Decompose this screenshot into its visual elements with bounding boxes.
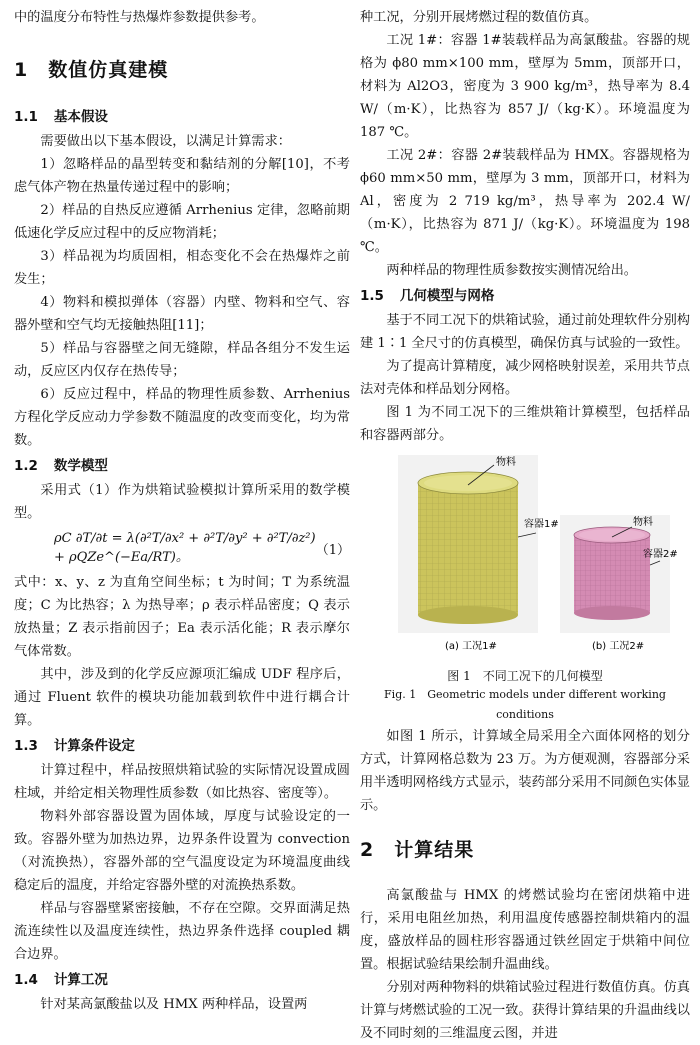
section-number: 2 xyxy=(360,839,375,861)
container-label-a: 容器1# xyxy=(524,519,559,530)
equation-formula: ρC ∂T/∂t = λ(∂²T/∂x² + ∂²T/∂y² + ∂²T/∂z²) + ρQZe^(−Ea/RT)。 xyxy=(54,531,316,565)
subsection-title: 数学模型 xyxy=(53,458,108,474)
cylinder-container-2 xyxy=(574,527,650,620)
subsection-1-3-heading xyxy=(14,735,350,757)
intro-tail: 中的温度分布特性与热爆炸参数提供参考。 xyxy=(14,10,265,25)
paragraph: 高氯酸盐与 HMX 的烤燃试验均在密闭烘箱中进行，采用电阻丝加热，利用温度传感器控制烘箱内的温度，盛放样品的圆柱形容器通过铁丝固定于烘箱中间位置。根据试验结果绘制升温曲线。 xyxy=(360,888,690,972)
subcaption-b: (b) 工况2# xyxy=(592,641,645,652)
paragraph: 为了提高计算精度，减少网格映射误差，采用共节点法对壳体和样品划分网格。 xyxy=(360,359,690,397)
section-1-heading xyxy=(14,55,350,82)
assumption-item: 2）样品的自热反应遵循 Arrhenius 定律，忽略前期低速化学反应过程中的反应物消耗； xyxy=(14,203,350,241)
subsection-number: 1.1 xyxy=(14,109,38,125)
equation-1 xyxy=(14,527,350,569)
paragraph: 基于不同工况下的烘箱试验，通过前处理软件分别构建 1∶1 全尺寸的仿真模型，确保仿真与试验的一致性。 xyxy=(360,313,690,351)
paragraph: 物料外部容器设置为固体域，厚度与试验设定的一致。容器外壁为加热边界，边界条件设置为 convection（对流换热），容器外部的空气温度设定为环境温度曲线稳定后的温度，并给定容器外壁的对流换热系数。 xyxy=(14,809,350,893)
figure-caption-cn: 图 1 不同工况下的几何模型 xyxy=(447,669,603,683)
assumption-item: 3）样品视为均质固相，相态变化不会在热爆炸之前发生； xyxy=(14,249,350,287)
container-label-b: 容器2# xyxy=(643,549,678,560)
right-column xyxy=(360,6,690,1045)
section-2-heading xyxy=(360,835,690,862)
subsection-1-4-heading xyxy=(14,969,350,991)
paragraph: 工况 1#：容器 1#装载样品为高氯酸盐。容器的规格为 ϕ80 mm×100 mm，壁厚为 5mm，顶部开口，材料为 Al2O3，密度为 3 900 kg/m³，热导率为 8.4 W/（m·K），比热容为 857 J/（kg·K）。环境温度为 187 ℃。 xyxy=(360,33,690,140)
left-column xyxy=(14,6,350,1045)
equation-number: （1） xyxy=(315,542,350,558)
subsection-title: 计算条件设定 xyxy=(53,738,135,754)
assumption-item: 1）忽略样品的晶型转变和黏结剂的分解[10]，不考虑气体产物在热量传递过程中的影响； xyxy=(14,157,350,195)
paragraph: 样品与容器壁紧密接触，不存在空隙。交界面满足热流连续性以及温度连续性，热边界条件选择 coupled 耦合边界。 xyxy=(14,901,350,962)
material-label-a: 物料 xyxy=(496,457,516,468)
subsection-1-5-heading xyxy=(360,285,690,307)
subcaption-a: (a) 工况1# xyxy=(445,641,497,652)
paragraph: 种工况，分别开展烤燃过程的数值仿真。 xyxy=(360,10,598,25)
figure-1 xyxy=(360,455,690,725)
paragraph: 如图 1 所示，计算域全局采用全六面体网格的划分方式，计算网格总数为 23 万。为方便观测，容器部分采用半透明网格线方式显示，装药部分采用不同颜色实体显示。 xyxy=(360,729,690,813)
section-title: 数值仿真建模 xyxy=(48,59,169,81)
paragraph: 计算过程中，样品按照烘箱试验的实际情况设置成圆柱域，并给定相关物理性质参数（如比热容、密度等）。 xyxy=(14,763,350,801)
subsection-number: 1.5 xyxy=(360,288,384,304)
subsection-title: 基本假设 xyxy=(53,109,108,125)
paragraph: 分别对两种物料的烘箱试验过程进行数值仿真。仿真计算与烤燃试验的工况一致。获得计算结果的升温曲线以及不同时刻的三维温度云图，并进 xyxy=(360,980,690,1041)
subsection-1-2-heading xyxy=(14,455,350,477)
paragraph: 图 1 为不同工况下的三维烘箱计算模型，包括样品和容器两部分。 xyxy=(360,405,690,443)
subsection-title: 几何模型与网格 xyxy=(399,288,495,304)
subsection-title: 计算工况 xyxy=(53,972,108,988)
paragraph: 其中，涉及到的化学反应源项汇编成 UDF 程序后，通过 Fluent 软件的模块功能加载到软件中进行耦合计算。 xyxy=(14,667,350,728)
subsection-number: 1.2 xyxy=(14,458,38,474)
assumption-item: 4）物料和模拟弹体（容器）内壁、物料和空气、容器外壁和空气均无接触热阻[11]； xyxy=(14,295,350,333)
section-number: 1 xyxy=(14,59,29,81)
subsection-1-1-heading xyxy=(14,106,350,128)
assumption-item: 6）反应过程中，样品的物理性质参数、Arrhenius 方程化学反应动力学参数不随温度的改变而变化，均为常数。 xyxy=(14,387,350,448)
paragraph: 需要做出以下基本假设，以满足计算需求： xyxy=(40,134,291,149)
paragraph: 针对某高氯酸盐以及 HMX 两种样品，设置两 xyxy=(40,997,308,1012)
paragraph: 采用式（1）作为烘箱试验模拟计算所采用的数学模型。 xyxy=(14,483,350,521)
paragraph: 式中：x、y、z 为直角空间坐标；t 为时间；T 为系统温度；C 为比热容；λ 为热导率；ρ 表示样品密度；Q 表示放热量；Z 表示指前因子；Ea 表示活化能；R 表示摩尔气体常数。 xyxy=(14,575,350,659)
cylinder-container-1 xyxy=(418,472,518,624)
paragraph: 工况 2#：容器 2#装载样品为 HMX。容器规格为 ϕ60 mm×50 mm，壁厚为 3 mm，顶部开口，材料为 Al，密度为 2 719 kg/m³，热导率为 202.4 W/（m·K），比热容为 871 J/（kg·K）。环境温度为 198 ℃。 xyxy=(360,148,690,255)
figure-caption-en: Fig. 1 Geometric models under different working conditions xyxy=(384,688,666,721)
subsection-number: 1.3 xyxy=(14,738,38,754)
geometry-models-image xyxy=(360,455,690,665)
subsection-number: 1.4 xyxy=(14,972,38,988)
paragraph: 两种样品的物理性质参数按实测情况给出。 xyxy=(386,263,637,278)
assumption-item: 5）样品与容器壁之间无缝隙，样品各组分不发生运动，反应区内仅存在热传导； xyxy=(14,341,350,379)
material-label-b: 物料 xyxy=(633,517,653,528)
two-column-layout xyxy=(14,6,690,1045)
section-title: 计算结果 xyxy=(394,839,475,861)
